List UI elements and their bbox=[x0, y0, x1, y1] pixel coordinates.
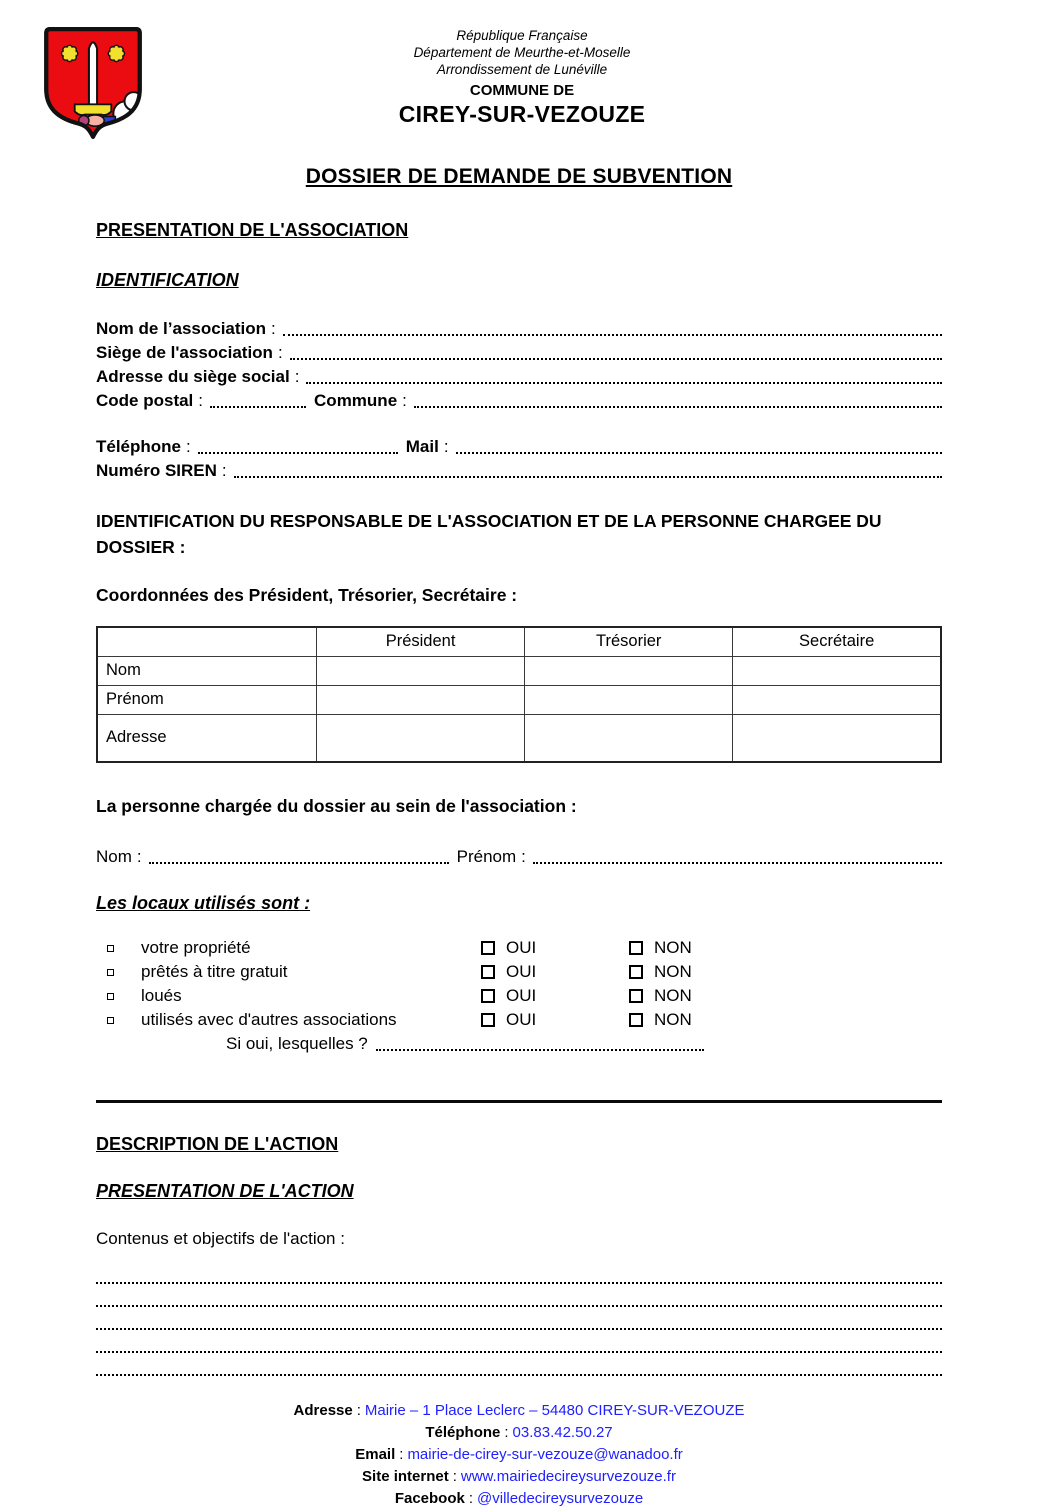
si-oui-label: Si oui, lesquelles ? bbox=[226, 1034, 368, 1053]
code-postal-label: Code postal bbox=[96, 391, 194, 410]
footer-facebook-row: Facebook : @villedecireysurvezouze bbox=[394, 1490, 644, 1507]
locaux-checklist bbox=[96, 936, 942, 1056]
chargee-nom-label: Nom bbox=[96, 847, 132, 866]
siege-association-label: Siège de l'association bbox=[96, 343, 273, 362]
row-label-adresse: Adresse bbox=[97, 714, 316, 762]
field-row-adresse-siege: Adresse du siège social : bbox=[96, 365, 942, 389]
oui-checkbox[interactable] bbox=[481, 1013, 495, 1027]
footer-site-row: Site internet : www.mairiedecireysurvezouze.fr bbox=[362, 1468, 676, 1485]
non-checkbox[interactable] bbox=[629, 989, 643, 1003]
answer-line[interactable] bbox=[96, 1261, 942, 1284]
table-row-prenom bbox=[97, 685, 941, 714]
telephone-label: Téléphone bbox=[96, 437, 182, 456]
identification-fields bbox=[96, 317, 942, 483]
siege-association-input-line[interactable] bbox=[290, 358, 942, 360]
footer-email-link[interactable]: mairie-de-cirey-sur-vezouze@wanadoo.fr bbox=[407, 1446, 683, 1463]
heading-personne-chargee: La personne chargée du dossier au sein de l'association : bbox=[96, 796, 577, 816]
bullet-square-icon bbox=[107, 945, 114, 952]
non-checkbox[interactable] bbox=[629, 965, 643, 979]
oui-label: OUI bbox=[506, 962, 537, 981]
field-row-siege-association: Siège de l'association : bbox=[96, 341, 942, 365]
siren-label: Numéro SIREN bbox=[96, 461, 217, 480]
heading-responsable: IDENTIFICATION DU RESPONSABLE DE L'ASSOCIATION ET DE LA PERSONNE CHARGEE DU DOSSIER : bbox=[96, 511, 882, 557]
locaux-item-label: prêtés à titre gratuit bbox=[141, 962, 288, 981]
commune-label: Commune bbox=[314, 391, 398, 410]
spacer bbox=[96, 413, 942, 435]
field-row-chargee-nom-prenom: Nom : Prénom : bbox=[96, 845, 942, 869]
footer-facebook-label: Facebook bbox=[394, 1490, 465, 1507]
locaux-item-label: loués bbox=[141, 986, 182, 1005]
non-checkbox[interactable] bbox=[629, 1013, 643, 1027]
table-header-secretaire: Secrétaire bbox=[733, 627, 941, 656]
nom-association-input-line[interactable] bbox=[283, 334, 942, 336]
non-label: NON bbox=[654, 938, 692, 957]
table-header-row bbox=[97, 627, 941, 656]
chargee-nom-input-line[interactable] bbox=[149, 862, 449, 864]
nom-association-label: Nom de l’association bbox=[96, 319, 267, 338]
footer-telephone-row: Téléphone : 03.83.42.50.27 bbox=[425, 1424, 613, 1441]
adresse-siege-label: Adresse du siège social bbox=[96, 367, 290, 386]
coordonnees-table bbox=[96, 626, 942, 763]
locaux-item-label: utilisés avec d'autres associations bbox=[141, 1010, 397, 1029]
answer-line[interactable] bbox=[96, 1330, 942, 1353]
non-label: NON bbox=[654, 986, 692, 1005]
cell-prenom-tresorier[interactable] bbox=[525, 685, 733, 714]
cell-prenom-secretaire[interactable] bbox=[733, 685, 941, 714]
locaux-row-propriete bbox=[96, 936, 942, 960]
field-row-code-postal-commune: Code postal : Commune : bbox=[96, 389, 942, 413]
departement-line: Département de Meurthe-et-Moselle bbox=[413, 45, 631, 60]
footer-adresse-row: Adresse : Mairie – 1 Place Leclerc – 54480 CIREY-SUR-VEZOUZE bbox=[293, 1402, 745, 1419]
answer-line[interactable] bbox=[96, 1284, 942, 1307]
heading-coordonnees: Coordonnées des Président, Trésorier, Secrétaire : bbox=[96, 585, 518, 605]
mail-input-line[interactable] bbox=[456, 452, 942, 454]
footer-site-label: Site internet bbox=[362, 1468, 449, 1485]
footer-telephone-value: 03.83.42.50.27 bbox=[512, 1424, 613, 1441]
answer-line[interactable] bbox=[96, 1307, 942, 1330]
cell-adresse-tresorier[interactable] bbox=[525, 714, 733, 762]
telephone-input-line[interactable] bbox=[198, 452, 398, 454]
heading-locaux: Les locaux utilisés sont : bbox=[96, 893, 311, 913]
oui-checkbox[interactable] bbox=[481, 965, 495, 979]
si-oui-input-line[interactable] bbox=[376, 1049, 704, 1051]
cell-nom-tresorier[interactable] bbox=[525, 656, 733, 685]
siren-input-line[interactable] bbox=[234, 476, 942, 478]
table-corner-cell bbox=[97, 627, 316, 656]
republique-line: République Française bbox=[456, 28, 588, 43]
table-row-adresse bbox=[97, 714, 941, 762]
field-row-siren: Numéro SIREN : bbox=[96, 459, 942, 483]
subsection-presentation-action: PRESENTATION DE L'ACTION bbox=[96, 1181, 354, 1201]
section-divider bbox=[96, 1100, 942, 1103]
answer-line[interactable] bbox=[96, 1353, 942, 1376]
document-title: DOSSIER DE DEMANDE DE SUBVENTION bbox=[305, 165, 733, 188]
mail-label: Mail bbox=[405, 437, 439, 456]
table-header-president: Président bbox=[316, 627, 524, 656]
table-row-nom bbox=[97, 656, 941, 685]
field-row-telephone-mail: Téléphone : Mail : bbox=[96, 435, 942, 459]
cell-nom-secretaire[interactable] bbox=[733, 656, 941, 685]
non-label: NON bbox=[654, 962, 692, 981]
field-row-nom-association: Nom de l’association : bbox=[96, 317, 942, 341]
oui-checkbox[interactable] bbox=[481, 989, 495, 1003]
commune-input-line[interactable] bbox=[414, 406, 942, 408]
footer-adresse-value: Mairie – 1 Place Leclerc – 54480 CIREY-SUR-VEZOUZE bbox=[364, 1402, 745, 1419]
locaux-item-label: votre propriété bbox=[141, 938, 251, 957]
mairie-contact-footer bbox=[96, 1400, 942, 1510]
footer-site-link[interactable]: www.mairiedecireysurvezouze.fr bbox=[460, 1468, 676, 1485]
oui-label: OUI bbox=[506, 986, 537, 1005]
cell-nom-president[interactable] bbox=[316, 656, 524, 685]
si-oui-row bbox=[226, 1032, 942, 1056]
bullet-square-icon bbox=[107, 1017, 114, 1024]
table-header-tresorier: Trésorier bbox=[525, 627, 733, 656]
arrondissement-line: Arrondissement de Lunéville bbox=[436, 62, 608, 77]
row-label-nom: Nom bbox=[97, 656, 316, 685]
bullet-square-icon bbox=[107, 993, 114, 1000]
row-label-prenom: Prénom bbox=[97, 685, 316, 714]
footer-email-label: Email bbox=[355, 1446, 396, 1463]
adresse-siege-input-line[interactable] bbox=[306, 382, 942, 384]
locaux-row-pretes bbox=[96, 960, 942, 984]
non-label: NON bbox=[654, 1010, 692, 1029]
locaux-row-loues bbox=[96, 984, 942, 1008]
cell-adresse-secretaire[interactable] bbox=[733, 714, 941, 762]
footer-facebook-link[interactable]: @villedecireysurvezouze bbox=[477, 1490, 644, 1507]
oui-checkbox[interactable] bbox=[481, 941, 495, 955]
footer-telephone-label: Téléphone bbox=[425, 1424, 501, 1441]
cell-adresse-president[interactable] bbox=[316, 714, 524, 762]
non-checkbox[interactable] bbox=[629, 941, 643, 955]
contenus-answer-area bbox=[96, 1261, 942, 1376]
contenus-objectifs-label: Contenus et objectifs de l'action : bbox=[96, 1229, 345, 1248]
bullet-square-icon bbox=[107, 969, 114, 976]
commune-de-label: COMMUNE DE bbox=[469, 82, 575, 99]
oui-label: OUI bbox=[506, 1010, 537, 1029]
chargee-prenom-label: Prénom bbox=[456, 847, 517, 866]
section-description-action: DESCRIPTION DE L'ACTION bbox=[96, 1134, 339, 1154]
locaux-row-autres-associations bbox=[96, 1008, 942, 1032]
commune-name: CIREY-SUR-VEZOUZE bbox=[398, 101, 646, 127]
commune-coat-of-arms-icon bbox=[38, 24, 148, 146]
letterhead bbox=[0, 0, 1044, 127]
section-presentation-association: PRESENTATION DE L'ASSOCIATION bbox=[96, 220, 409, 240]
subsection-identification: IDENTIFICATION bbox=[96, 270, 239, 290]
footer-email-row: Email : mairie-de-cirey-sur-vezouze@wanadoo.fr bbox=[355, 1446, 683, 1463]
code-postal-input-line[interactable] bbox=[210, 406, 306, 408]
chargee-prenom-input-line[interactable] bbox=[533, 862, 942, 864]
footer-adresse-label: Adresse bbox=[293, 1402, 353, 1419]
cell-prenom-president[interactable] bbox=[316, 685, 524, 714]
oui-label: OUI bbox=[506, 938, 537, 957]
